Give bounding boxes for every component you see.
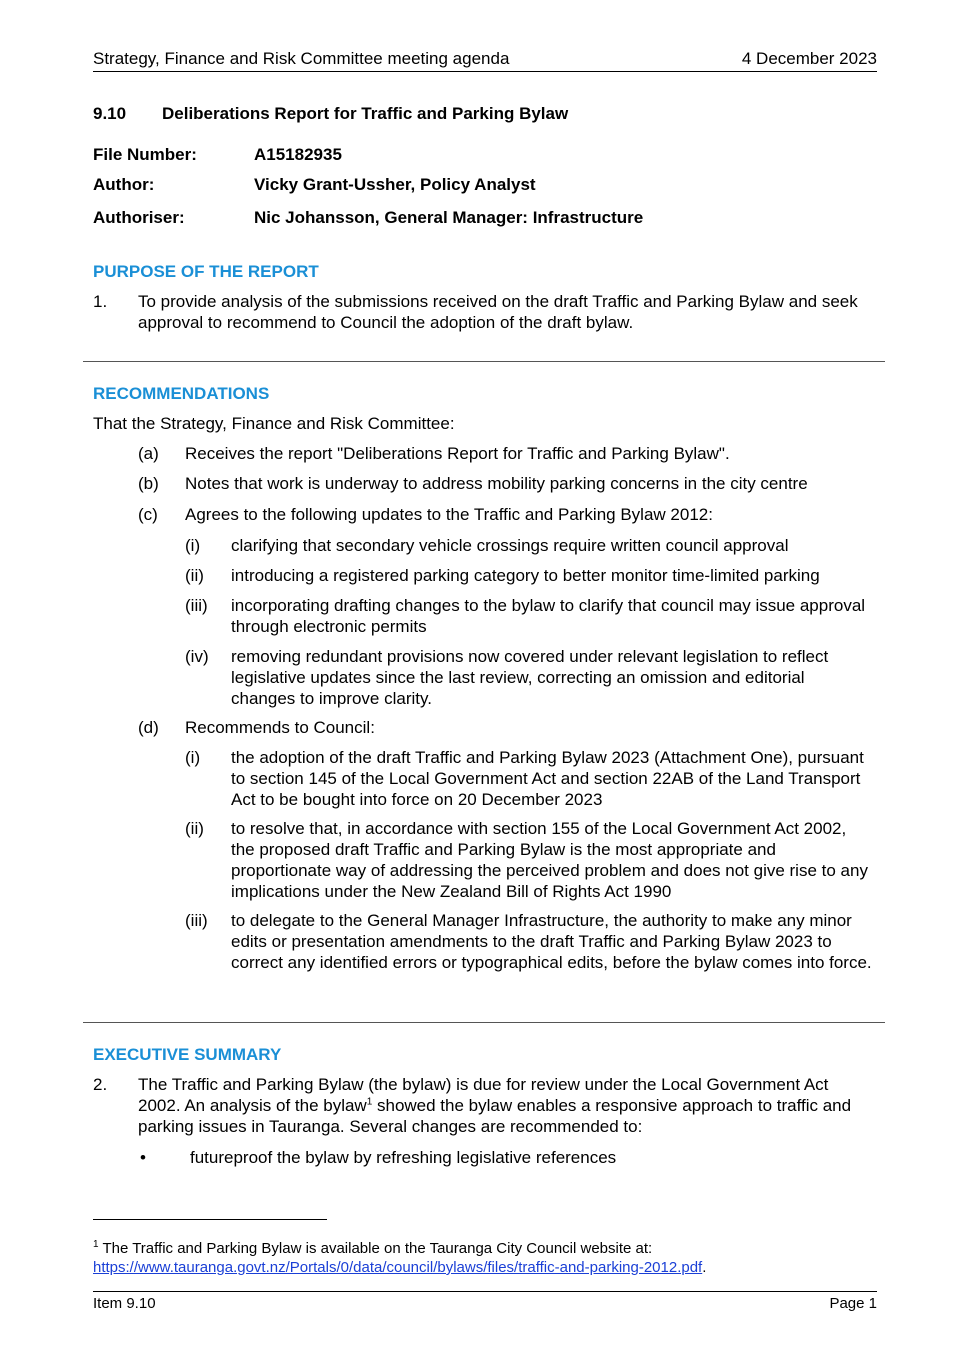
bullet-icon: •	[140, 1148, 146, 1167]
rec-c-label: (c)	[138, 505, 158, 524]
rec-d-ii-label: (ii)	[185, 819, 204, 838]
authoriser-value: Nic Johansson, General Manager: Infrastructure	[254, 208, 644, 227]
footnote-separator	[93, 1219, 327, 1220]
rec-d-label: (d)	[138, 718, 159, 737]
item-number: 9.10	[93, 104, 127, 123]
executive-summary-heading: EXECUTIVE SUMMARY	[93, 1045, 282, 1064]
section-divider	[83, 1022, 885, 1023]
rec-a-text: Receives the report "Deliberations Report for Traffic and Parking Bylaw".	[185, 444, 730, 463]
authoriser-label: Authoriser:	[93, 208, 185, 227]
footer-item-number: Item 9.10	[93, 1295, 156, 1312]
paragraph-number: 1.	[93, 292, 108, 311]
rec-c-iii-label: (iii)	[185, 596, 208, 615]
rec-d-iii-text: to delegate to the General Manager Infrastructure, the authority to make any minor edits or presentation amendments to the draft Traffic and Parking Bylaw 2023 to correct any identified errors or typographical edits, before the bylaw comes into force.	[231, 911, 872, 972]
footnote-text: The Traffic and Parking Bylaw is available on the Tauranga City Council website at:	[98, 1240, 653, 1257]
footnote-reference: 1	[366, 1096, 373, 1108]
rec-c-iv-label: (iv)	[185, 647, 209, 666]
footnote-link[interactable]: https://www.tauranga.govt.nz/Portals/0/data/council/bylaws/files/traffic-and-parking-2012.pdf	[93, 1259, 703, 1276]
purpose-paragraph: To provide analysis of the submissions received on the draft Traffic and Parking Bylaw and seek approval to recommend to Council the adoption of the draft bylaw.	[138, 292, 858, 332]
rec-c-text: Agrees to the following updates to the Traffic and Parking Bylaw 2012:	[185, 505, 713, 524]
file-number-value: A15182935	[254, 145, 342, 164]
rec-b-label: (b)	[138, 474, 159, 493]
item-title: Deliberations Report for Traffic and Parking Bylaw	[162, 104, 569, 123]
rec-d-i-text: the adoption of the draft Traffic and Parking Bylaw 2023 (Attachment One), pursuant to section 145 of the Local Government Act and section 22AB of the Land Transport Act to be bought into force on 20 December 2023	[231, 748, 864, 809]
author-value: Vicky Grant-Ussher, Policy Analyst	[254, 175, 536, 194]
purpose-heading: PURPOSE OF THE REPORT	[93, 262, 319, 281]
paragraph-number: 2.	[93, 1075, 108, 1094]
rec-c-ii-label: (ii)	[185, 566, 204, 585]
rec-b-text: Notes that work is underway to address mobility parking concerns in the city centre	[185, 474, 808, 493]
executive-summary-paragraph: The Traffic and Parking Bylaw (the bylaw) is due for review under the Local Government Act 2002. An analysis of the bylaw$^1$ showed the bylaw enables a responsive approach to traffic and parking issues in Tauranga. Several changes are recommended to:	[138, 1075, 852, 1136]
footer-page-number: Page 1	[829, 1295, 877, 1312]
file-number-label: File Number:	[93, 145, 197, 164]
rec-d-i-label: (i)	[185, 748, 201, 767]
bullet-item: futureproof the bylaw by refreshing legislative references	[190, 1148, 617, 1167]
rec-c-iv-text: removing redundant provisions now covered under relevant legislation to reflect legislative updates since the last review, correcting an omission and editorial changes to improve clarity.	[231, 647, 829, 708]
author-label: Author:	[93, 175, 155, 194]
rec-d-ii-text: to resolve that, in accordance with section 155 of the Local Government Act 2002, the proposed draft Traffic and Parking Bylaw is the most appropriate and proportionate way of addressing the perceived problem and does not give rise to any implications under the New Zealand Bill of Rights Act 1990	[231, 819, 868, 901]
recommendations-heading: RECOMMENDATIONS	[93, 384, 270, 403]
rec-c-i-text: clarifying that secondary vehicle crossings require written council approval	[231, 536, 789, 555]
rec-c-iii-text: incorporating drafting changes to the bylaw to clarify that council may issue approval through electronic permits	[231, 596, 866, 636]
rec-d-iii-label: (iii)	[185, 911, 208, 930]
rec-c-i-label: (i)	[185, 536, 201, 555]
header-divider	[93, 71, 877, 72]
page-header	[93, 48, 877, 70]
rec-a-label: (a)	[138, 444, 159, 463]
header-date: 4 December 2023	[741, 49, 877, 68]
footer-divider	[93, 1291, 877, 1292]
header-meeting-title: Strategy, Finance and Risk Committee meeting agenda	[93, 49, 510, 68]
rec-d-text: Recommends to Council:	[185, 718, 375, 737]
section-divider	[83, 361, 885, 362]
recommendations-intro: That the Strategy, Finance and Risk Committee:	[93, 414, 455, 433]
rec-c-ii-text: introducing a registered parking category to better monitor time-limited parking	[231, 566, 820, 585]
footnote: $^1$ The Traffic and Parking Bylaw is available on the Tauranga City Council website at: https://www.tauranga.govt.nz/Portals/0/data/council/bylaws/files/traffic-and-parking-2012.pdf.	[93, 1239, 707, 1276]
footnote-marker: 1	[93, 1239, 99, 1250]
